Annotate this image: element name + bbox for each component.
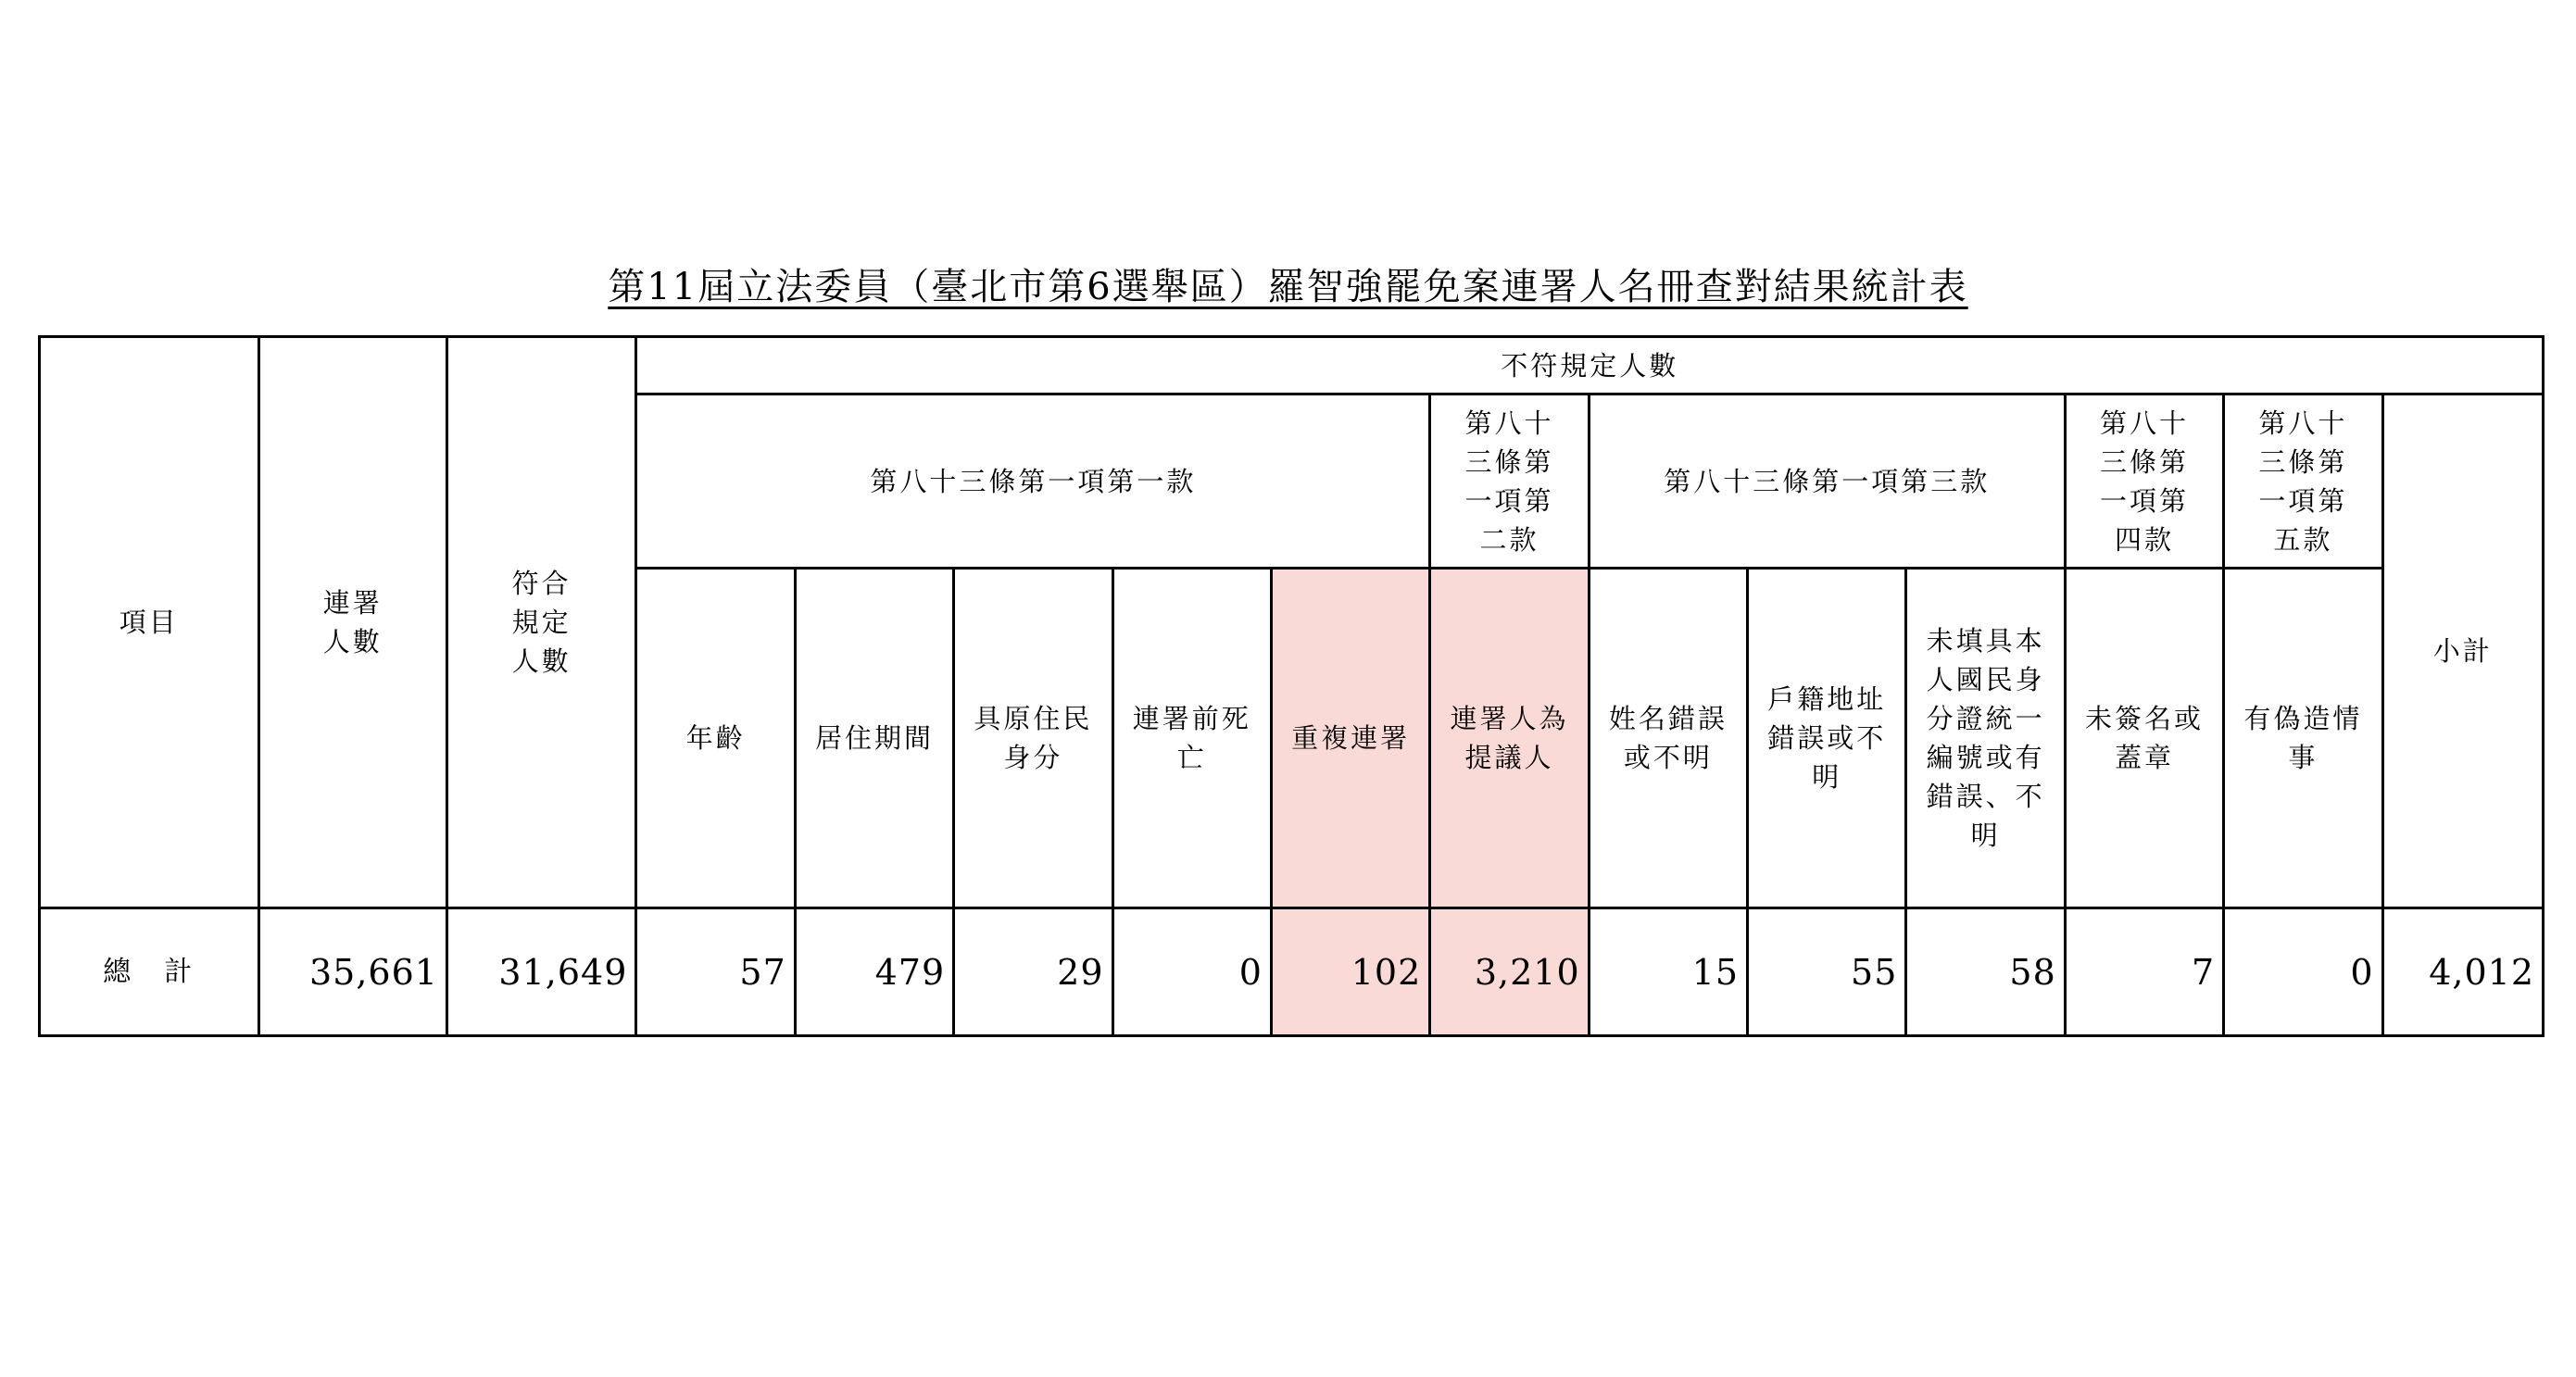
cell-name-error: 15 xyxy=(1589,908,1747,1036)
header-clause-2 xyxy=(1430,394,1589,569)
header-age-label: 年齡 xyxy=(685,722,746,755)
cell-residence-period: 479 xyxy=(795,908,953,1036)
statistics-table xyxy=(38,335,2545,1037)
header-residence-period xyxy=(795,568,953,908)
document-title xyxy=(0,259,2576,315)
header-address-error xyxy=(1748,568,1906,908)
header-no-signature-label: 未簽名或蓋章 xyxy=(2084,703,2204,774)
header-fraud-label: 有偽造情事 xyxy=(2243,703,2363,774)
header-id-error xyxy=(1906,568,2065,908)
header-subtotal-label: 小計 xyxy=(2432,635,2493,668)
header-fraud xyxy=(2224,568,2382,908)
header-no-signature xyxy=(2065,568,2223,908)
header-clause-1-label: 第八十三條第一項第一款 xyxy=(870,465,1197,497)
header-non-compliant xyxy=(636,337,2544,394)
header-age xyxy=(636,568,795,908)
header-deceased-label: 連署前死亡 xyxy=(1132,703,1251,774)
header-item-label: 項目 xyxy=(119,607,179,639)
header-duplicate-signature xyxy=(1271,568,1429,908)
header-address-error-label: 戶籍地址錯誤或不明 xyxy=(1767,683,1887,794)
header-qualified xyxy=(446,337,635,908)
header-signers xyxy=(258,337,446,908)
cell-qualified: 31,649 xyxy=(446,908,635,1036)
header-indigenous-status-label: 具原住民身分 xyxy=(974,703,1093,774)
cell-no-signature: 7 xyxy=(2065,908,2223,1036)
table-row-total xyxy=(40,908,2544,1036)
cell-signers: 35,661 xyxy=(258,908,446,1036)
header-residence-period-label: 居住期間 xyxy=(814,722,934,755)
header-signer-is-proposer xyxy=(1430,568,1589,908)
header-name-error xyxy=(1589,568,1747,908)
header-item xyxy=(40,337,259,908)
header-row-1 xyxy=(40,337,2544,394)
cell-id-error: 58 xyxy=(1906,908,2065,1036)
header-name-error-label: 姓名錯誤或不明 xyxy=(1608,703,1728,774)
cell-duplicate-signature: 102 xyxy=(1271,908,1429,1036)
header-non-compliant-label: 不符規定人數 xyxy=(1501,349,1679,382)
header-duplicate-label: 重複連署 xyxy=(1291,722,1411,755)
header-qualified-label: 符合規定人數 xyxy=(511,568,572,678)
header-clause-2-label: 第八十三條第一項第二款 xyxy=(1464,407,1554,556)
header-clause-5-label: 第八十三條第一項第五款 xyxy=(2258,407,2348,556)
cell-fraud: 0 xyxy=(2224,908,2382,1036)
header-proposer-label: 連署人為提議人 xyxy=(1450,703,1569,774)
header-clause-1 xyxy=(636,394,1430,569)
document-title-text: 第11屆立法委員（臺北市第6選舉區）羅智強罷免案連署人名冊查對結果統計表 xyxy=(608,266,1968,308)
header-clause-4-label: 第八十三條第一項第四款 xyxy=(2099,407,2189,556)
header-indigenous-status xyxy=(954,568,1112,908)
cell-address-error: 55 xyxy=(1748,908,1906,1036)
header-deceased-before-signing xyxy=(1112,568,1271,908)
cell-subtotal: 4,012 xyxy=(2382,908,2543,1036)
header-subtotal xyxy=(2382,394,2543,908)
header-clause-5 xyxy=(2224,394,2382,569)
cell-signer-is-proposer: 3,210 xyxy=(1430,908,1589,1036)
header-clause-3-label: 第八十三條第一項第三款 xyxy=(1664,465,1991,497)
header-signers-label: 連署人數 xyxy=(322,587,383,658)
cell-age: 57 xyxy=(636,908,795,1036)
header-id-error-label: 未填具本人國民身分證統一編號或有錯誤、不明 xyxy=(1926,625,2045,852)
header-clause-3 xyxy=(1589,394,2065,569)
cell-indigenous-status: 29 xyxy=(954,908,1112,1036)
cell-deceased-before-signing: 0 xyxy=(1112,908,1271,1036)
header-clause-4 xyxy=(2065,394,2223,569)
total-label: 總 計 xyxy=(40,908,259,1036)
